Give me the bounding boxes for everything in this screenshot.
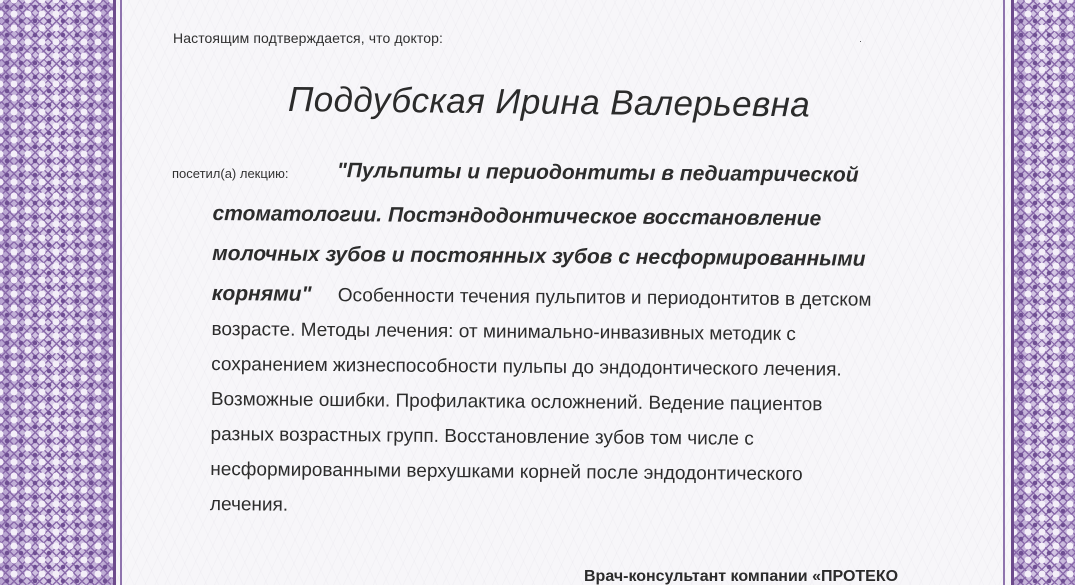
decorative-border-left: [0, 0, 116, 585]
description-line-2: возрасте. Методы лечения: от минимально-инвазивных методик с: [211, 318, 796, 346]
signature-line-partial: Врач-консультант компании «ПРОТЕКО: [584, 568, 899, 585]
lecture-title-line-2: стоматологии. Постэндодонтическое восстановление: [212, 201, 822, 231]
lecture-title-line-3: молочных зубов и постоянных зубов с несформированными: [212, 241, 866, 271]
description-line-3: сохранением жизнеспособности пульпы до эндодонтического лечения.: [211, 353, 842, 381]
description-line-6: несформированными верхушками корней после эндодонтического: [210, 458, 803, 486]
lecture-title-line-1: "Пульпиты и периодонтиты в педиатрической: [336, 159, 859, 187]
confirmation-text: Настоящим подтверждается, что доктор:: [173, 30, 444, 46]
border-inner-line-left: [120, 0, 122, 585]
border-inner-line-right: [1003, 0, 1005, 585]
description-line-5: разных возрастных групп. Восстановление зубов том числе с: [210, 423, 754, 450]
visited-label: посетил(а) лекцию:: [172, 166, 289, 181]
ink-speck: ·: [859, 36, 862, 46]
doctor-name: Поддубская Ирина Валерьевна: [287, 80, 811, 125]
lecture-title-line-4: корнями": [211, 281, 312, 306]
description-line-4: Возможные ошибки. Профилактика осложнений. Ведение пациентов: [210, 388, 823, 416]
description-line-7: лечения.: [209, 493, 289, 516]
decorative-border-right: [1011, 0, 1075, 585]
description-line-1: Особенности течения пульпитов и периодонтитов в детском: [337, 285, 872, 311]
